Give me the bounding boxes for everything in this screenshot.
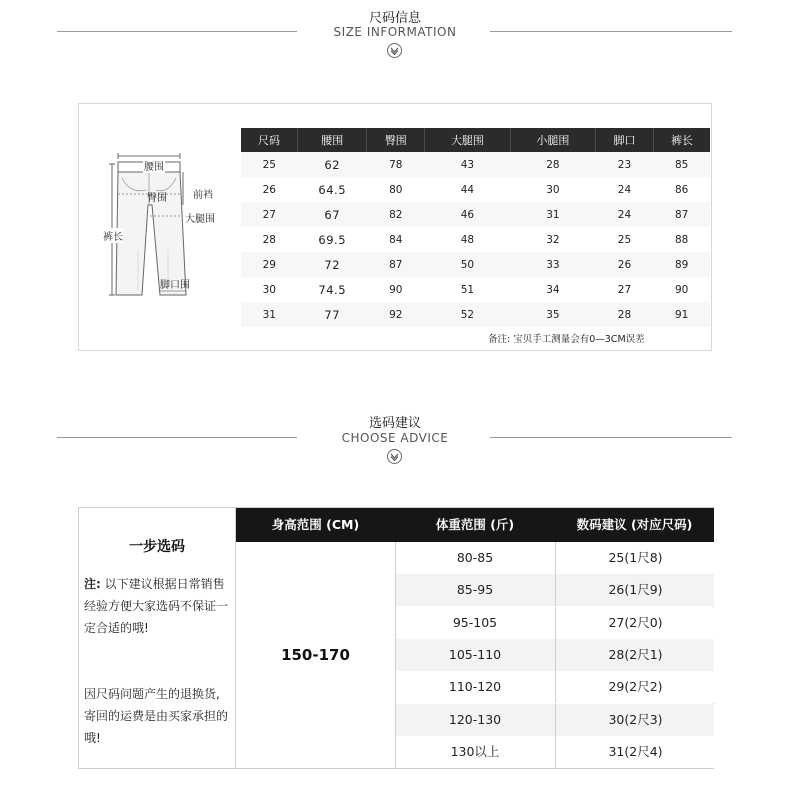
advice-note-2: 因尺码问题产生的退换货, 寄回的运费是由买家承担的哦! [84,687,229,745]
chevron-down-icon [387,43,402,58]
header-cell: 裤长 [653,128,710,152]
table-cell: 77 [298,302,367,327]
table-cell: 62 [298,152,367,177]
table-cell: 26 [596,252,654,277]
header-cell: 小腿围 [510,128,595,152]
label-front-rise: 前裆 [193,190,213,201]
size-cell: 29(2尺2) [555,671,715,703]
table-cell: 88 [653,227,710,252]
table-cell: 31 [241,302,298,327]
header-size: 数码建议 (对应尺码) [555,508,714,542]
size-cell: 27(2尺0) [555,607,715,639]
advice-row [395,671,714,703]
measurement-note: 备注: 宝贝手工测量会有0—3CM误差 [488,334,645,345]
table-row [241,177,710,202]
advice-row [395,736,714,768]
table-cell: 30 [241,277,298,302]
table-cell: 28 [596,302,654,327]
table-cell: 87 [653,202,710,227]
size-cell: 25(1尺8) [555,542,715,574]
table-cell: 72 [298,252,367,277]
note-text: 以下建议根据日常销售经验方便大家选码不保证一定合适的哦! [84,577,229,635]
table-row [241,152,710,177]
table-cell: 43 [425,152,510,177]
column-divider [395,542,396,768]
table-cell: 23 [596,152,654,177]
table-cell: 26 [241,177,298,202]
table-cell: 64.5 [298,177,367,202]
table-cell: 35 [510,302,595,327]
table-cell: 29 [241,252,298,277]
table-cell: 31 [510,202,595,227]
size-cell: 30(2尺3) [555,704,715,736]
table-cell: 78 [367,152,425,177]
size-cell: 28(2尺1) [555,639,715,671]
advice-row [395,542,714,574]
header-height: 身高范围 (CM) [236,508,395,542]
table-cell: 32 [510,227,595,252]
advice-section-title: 选码建议 [368,416,421,431]
size-section-title: 尺码信息 [368,11,421,26]
table-cell: 46 [425,202,510,227]
weight-cell: 110-120 [448,679,502,695]
table-row [241,202,710,227]
table-cell: 25 [596,227,654,252]
table-cell: 67 [298,202,367,227]
table-cell: 27 [596,277,654,302]
weight-cell: 85-95 [456,582,494,598]
table-cell: 30 [510,177,595,202]
weight-cell: 95-105 [452,614,498,630]
note-label: 注: [84,577,101,591]
table-row [241,302,710,327]
table-cell: 28 [241,227,298,252]
table-cell: 50 [425,252,510,277]
table-cell: 92 [367,302,425,327]
table-cell: 25 [241,152,298,177]
table-cell: 34 [510,277,595,302]
table-row [241,227,710,252]
table-cell: 90 [367,277,425,302]
size-table [241,128,710,327]
table-cell: 89 [653,252,710,277]
table-cell: 84 [367,227,425,252]
header-cell: 腰围 [298,128,367,152]
table-cell: 91 [653,302,710,327]
weight-cell: 80-85 [456,550,494,565]
table-row [241,277,710,302]
advice-left-title: 一步选码 [129,539,185,555]
advice-row [395,704,714,736]
column-divider [235,508,236,768]
table-cell: 48 [425,227,510,252]
table-row [241,252,710,277]
header-cell: 脚口 [596,128,654,152]
header-cell: 尺码 [241,128,298,152]
header-cell: 臀围 [367,128,425,152]
table-cell: 24 [596,177,654,202]
table-cell: 80 [367,177,425,202]
table-cell: 86 [653,177,710,202]
weight-cell: 105-110 [448,646,502,662]
size-table-header [241,128,710,152]
size-cell: 31(2尺4) [555,736,715,768]
table-cell: 27 [241,202,298,227]
size-section-subtitle: SIZE INFORMATION [333,25,457,39]
table-cell: 69.5 [298,227,367,252]
table-cell: 24 [596,202,654,227]
advice-section-subtitle: CHOOSE ADVICE [341,431,449,445]
size-cell: 26(1尺9) [555,574,715,606]
chevron-down-icon [387,449,402,464]
label-hem: 脚口围 [160,280,190,291]
table-cell: 82 [367,202,425,227]
header-cell: 大腿围 [425,128,510,152]
advice-note-1 [84,573,234,639]
table-cell: 90 [653,277,710,302]
header-weight: 体重范围 (斤) [395,508,555,542]
table-cell: 44 [425,177,510,202]
label-length: 裤长 [103,228,123,243]
table-cell: 74.5 [298,277,367,302]
table-cell: 28 [510,152,595,177]
table-cell: 51 [425,277,510,302]
advice-row [395,574,714,606]
label-waist: 腰围 [143,158,165,173]
table-cell: 52 [425,302,510,327]
label-thigh: 大腿围 [185,214,215,225]
table-cell: 33 [510,252,595,277]
table-cell: 85 [653,152,710,177]
weight-cell: 130以上 [450,743,500,759]
height-range: 150-170 [236,542,395,768]
advice-row [395,639,714,671]
table-cell: 87 [367,252,425,277]
label-hip: 臀围 [147,193,167,204]
weight-cell: 120-130 [448,711,502,727]
advice-row [395,607,714,639]
